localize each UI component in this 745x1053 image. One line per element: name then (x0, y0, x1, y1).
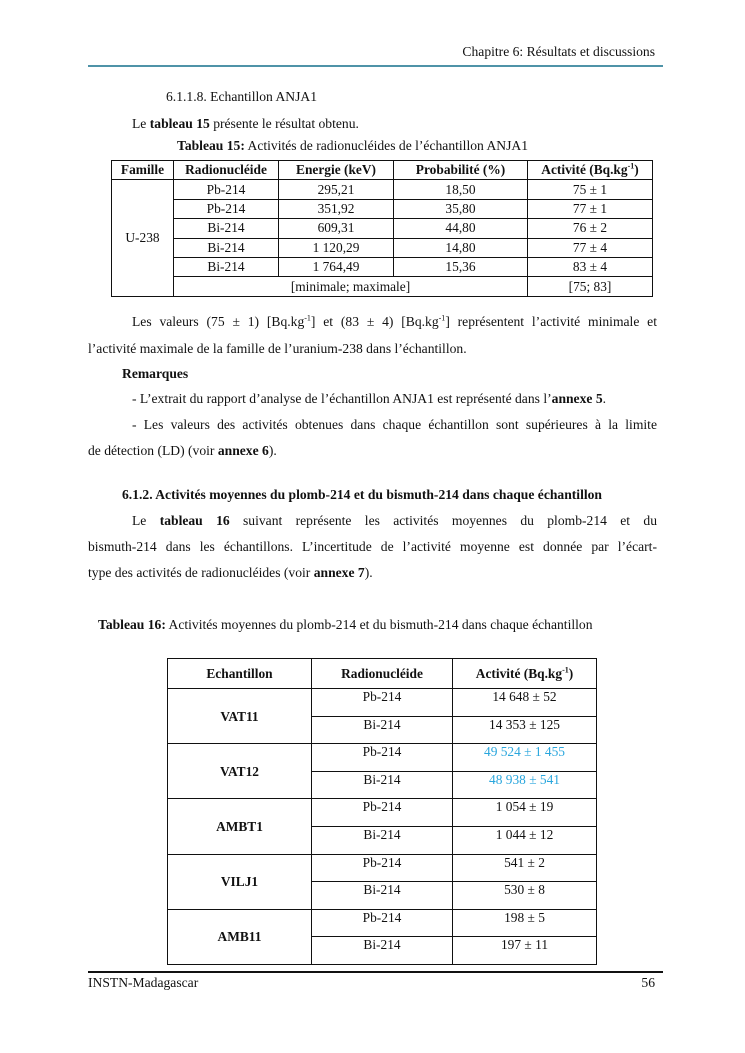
range-value: [75; 83] (528, 277, 653, 296)
remark-2: - Les valeurs des activités obtenues dans chaque échantillon sont supérieures à la limite (132, 417, 657, 432)
header-rule (88, 65, 663, 67)
superscript: -1 (438, 313, 446, 323)
table16-caption (98, 617, 593, 633)
annex-ref: annexe 5 (551, 391, 603, 406)
text: ). (268, 443, 277, 458)
table-cell: Bi-214 (174, 219, 279, 238)
text: Le (132, 513, 160, 528)
table-cell: 609,31 (279, 219, 394, 238)
activity-cell: 1 054 ± 19 (453, 799, 597, 827)
remark-1 (132, 391, 606, 407)
superscript: -1 (562, 665, 569, 675)
text: ] représentent l’activité minimale et (445, 314, 657, 329)
activity-cell: 49 524 ± 1 455 (453, 744, 597, 772)
table-cell: 15,36 (394, 257, 528, 276)
text: type des activités de radionucléides (voir (88, 565, 314, 580)
table-header-row (168, 659, 597, 689)
table-cell: 44,80 (394, 219, 528, 238)
column-header: Probabilité (%) (394, 161, 528, 180)
caption-label: Tableau 15: (177, 138, 245, 153)
paragraph-612-line3 (88, 565, 373, 581)
footer-institution: INSTN-Madagascar (88, 975, 199, 990)
activity-cell: 198 ± 5 (453, 909, 597, 937)
radionuclide-cell: Bi-214 (312, 826, 453, 854)
sample-name: AMB11 (168, 909, 312, 964)
table-header-row (112, 161, 653, 180)
table-cell: 351,92 (279, 199, 394, 218)
activity-cell: 197 ± 11 (453, 937, 597, 965)
radionuclide-cell: Bi-214 (312, 771, 453, 799)
superscript: -1 (304, 313, 311, 323)
text: de détection (LD) (voir (88, 443, 218, 458)
table-cell: 1 120,29 (279, 238, 394, 257)
column-header (453, 659, 597, 689)
table-cell: 75 ± 1 (528, 180, 653, 199)
annex-ref: annexe 6 (217, 443, 269, 458)
table-cell: 83 ± 4 (528, 257, 653, 276)
table-ref: tableau 15 (149, 116, 210, 131)
header-text: Activité (Bq.kg (475, 665, 563, 681)
paragraph-612-line1 (132, 513, 657, 529)
table-15 (111, 160, 653, 297)
column-header (528, 161, 653, 180)
table-row (112, 219, 653, 238)
activity-cell: 1 044 ± 12 (453, 826, 597, 854)
page-number: 56 (641, 975, 655, 990)
table-row (112, 238, 653, 257)
caption-label: Tableau 16: (98, 617, 166, 632)
radionuclide-cell: Pb-214 (312, 799, 453, 827)
activity-cell: 530 ± 8 (453, 882, 597, 910)
column-header: Famille (112, 161, 174, 180)
caption-text: Activités de radionucléides de l’échantillon ANJA1 (244, 138, 529, 153)
superscript: -1 (627, 161, 635, 171)
range-row (112, 277, 653, 296)
text: ] et (83 ± 4) [Bq.kg (310, 314, 439, 329)
remarks-title: Remarques (122, 366, 189, 381)
radionuclide-cell: Pb-214 (312, 854, 453, 882)
table-cell: 18,50 (394, 180, 528, 199)
table-ref: tableau 16 (159, 513, 230, 528)
column-header: Energie (keV) (279, 161, 394, 180)
table-row (112, 257, 653, 276)
table-row (168, 854, 597, 882)
header-text: Activité (Bq.kg (541, 162, 628, 178)
sample-name: VILJ1 (168, 854, 312, 909)
annex-ref: annexe 7 (313, 565, 365, 580)
table-row (112, 199, 653, 218)
table-row (112, 180, 653, 199)
radionuclide-cell: Bi-214 (312, 937, 453, 965)
table-cell: Pb-214 (174, 199, 279, 218)
table-cell: Bi-214 (174, 257, 279, 276)
table-row (168, 744, 597, 772)
table-row (168, 799, 597, 827)
paragraph-612-line2: bismuth-214 dans les échantillons. L’incertitude de l’activité moyenne est donnée par l’écart- (88, 539, 657, 554)
table-cell: 295,21 (279, 180, 394, 199)
text: - L’extrait du rapport d’analyse de l’échantillon ANJA1 est représenté dans l’ (132, 391, 552, 406)
radionuclide-cell: Bi-214 (312, 882, 453, 910)
radionuclide-cell: Bi-214 (312, 716, 453, 744)
table-row (168, 909, 597, 937)
caption-text: Activités moyennes du plomb-214 et du bismuth-214 dans chaque échantillon (165, 617, 593, 632)
table-row (168, 689, 597, 717)
header-text: ) (568, 665, 574, 681)
activity-cell: 14 353 ± 125 (453, 716, 597, 744)
text: . (602, 391, 607, 406)
table-16 (167, 658, 597, 965)
range-label: [minimale; maximale] (174, 277, 528, 296)
column-header: Echantillon (168, 659, 312, 689)
chapter-header: Chapitre 6: Résultats et discussions (462, 44, 655, 59)
intro-table15 (132, 116, 359, 132)
footer-rule (88, 971, 663, 973)
sample-name: AMBT1 (168, 799, 312, 854)
paragraph-activity-range-line2: l’activité maximale de la famille de l’uranium-238 dans l’échantillon. (88, 341, 467, 356)
text: ). (364, 565, 373, 580)
radionuclide-cell: Pb-214 (312, 689, 453, 717)
sample-name: VAT11 (168, 689, 312, 744)
paragraph-activity-range (132, 314, 657, 330)
text: Les valeurs (75 ± 1) [Bq.kg (132, 314, 305, 329)
table-cell: 1 764,49 (279, 257, 394, 276)
remark-2-line2 (88, 443, 277, 459)
text: Le (132, 116, 150, 131)
family-cell: U-238 (112, 180, 174, 296)
radionuclide-cell: Pb-214 (312, 909, 453, 937)
column-header: Radionucléide (174, 161, 279, 180)
activity-cell: 48 938 ± 541 (453, 771, 597, 799)
text: suivant représente les activités moyennes du plomb-214 et du (229, 513, 657, 528)
section-title-6118: 6.1.1.8. Echantillon ANJA1 (166, 89, 318, 104)
table-cell: 77 ± 1 (528, 199, 653, 218)
table15-caption (177, 138, 528, 154)
table-cell: Bi-214 (174, 238, 279, 257)
sample-name: VAT12 (168, 744, 312, 799)
section-title-612: 6.1.2. Activités moyennes du plomb-214 et du bismuth-214 dans chaque échantillon (122, 487, 602, 502)
table-cell: 76 ± 2 (528, 219, 653, 238)
text: présente le résultat obtenu. (209, 116, 359, 131)
table-cell: 35,80 (394, 199, 528, 218)
table-cell: Pb-214 (174, 180, 279, 199)
radionuclide-cell: Pb-214 (312, 744, 453, 772)
table-cell: 14,80 (394, 238, 528, 257)
table-cell: 77 ± 4 (528, 238, 653, 257)
column-header: Radionucléide (312, 659, 453, 689)
activity-cell: 14 648 ± 52 (453, 689, 597, 717)
activity-cell: 541 ± 2 (453, 854, 597, 882)
header-text: ) (634, 162, 639, 178)
